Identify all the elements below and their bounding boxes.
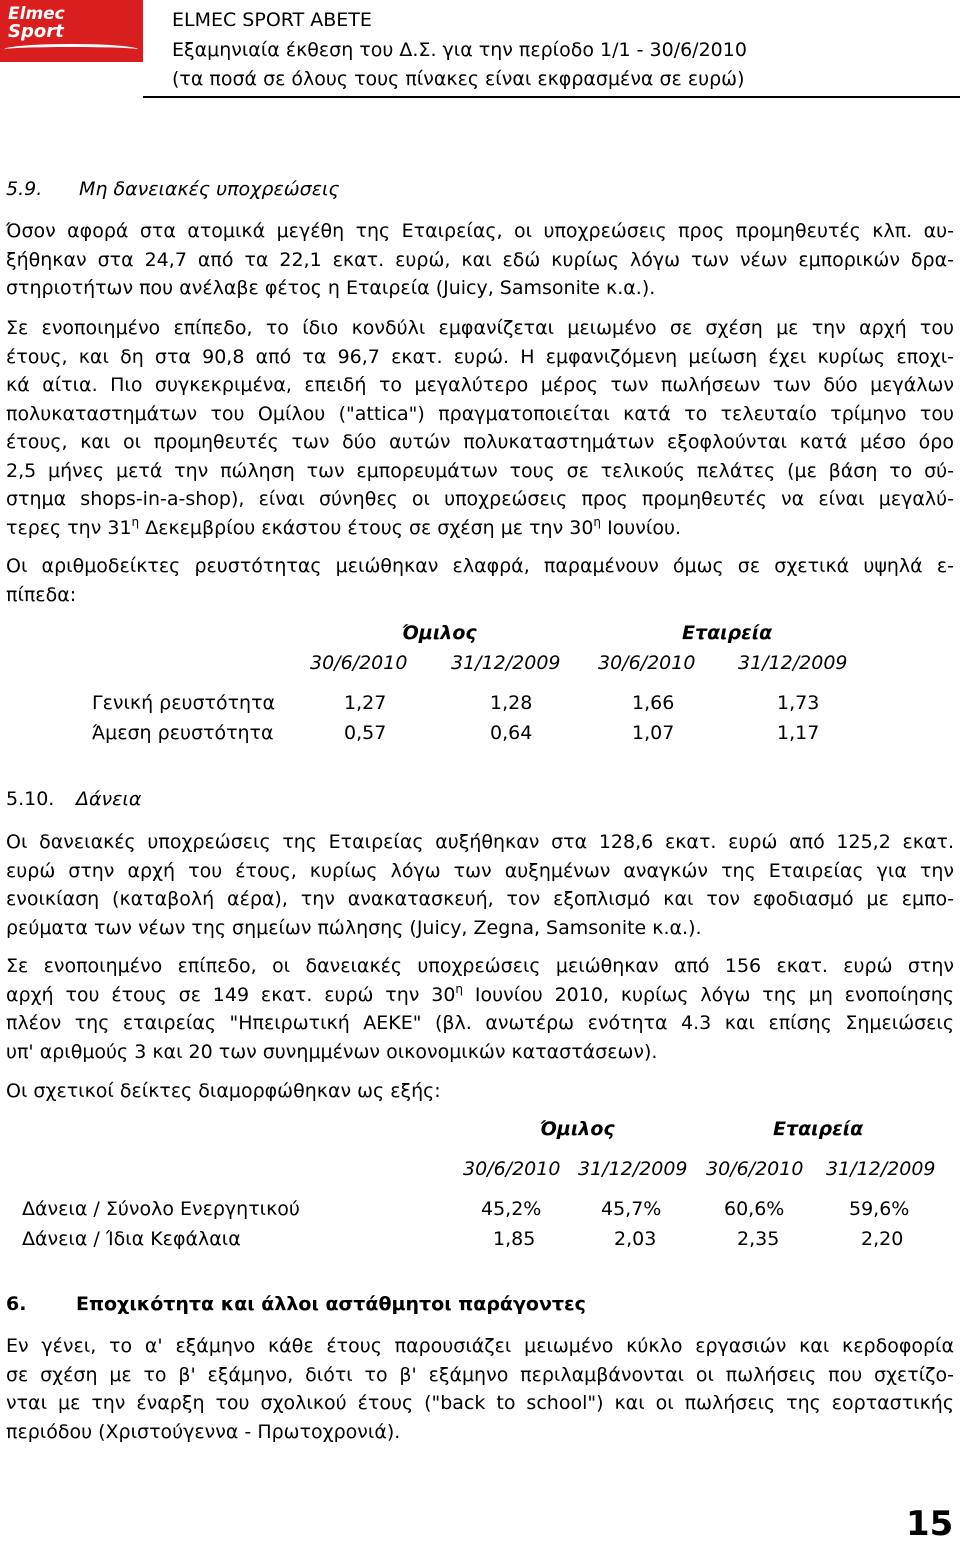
liquidity-company-header: Εταιρεία [682, 622, 773, 644]
text-line: νται με την έναρξη του σχολικού έτους ("back to school") και οι πωλήσεις της εορταστικής [6, 1392, 954, 1414]
text-line [6, 981, 954, 1010]
table-cell: 2,35 [737, 1228, 780, 1250]
liquidity-date-header: 31/12/2009 [738, 652, 848, 674]
logo-line1: Elmec [8, 4, 65, 24]
sec59-paragraph-1 [6, 217, 954, 303]
text-line: 2,5 μήνες μετά την πώληση των εμπορευμάτων τους σε τελικούς πελάτες (με βάση το σύ- [6, 459, 954, 482]
header-rule [143, 96, 960, 98]
sec6-number: 6. [6, 1293, 27, 1315]
table-cell: 1,07 [632, 722, 675, 744]
table-cell: 0,64 [490, 722, 533, 744]
sec510-paragraph-3 [6, 1077, 954, 1106]
table-cell: 60,6% [724, 1198, 785, 1220]
table-row-label: Δάνεια / Σύνολο Ενεργητικού [22, 1198, 300, 1220]
text-line: έτους, και δη στα 90,8 από τα 96,7 εκατ. ευρώ. Η εμφανιζόμενη μείωση έχει κυρίως εποχι- [6, 345, 954, 368]
table-cell: 1,85 [493, 1228, 536, 1250]
text-line: πολυκαταστημάτων του Ομίλου ("attica") πραγματοποιείται κατά το τελευταίο τρίμηνο του [6, 402, 954, 425]
text-fragment: αρχή του έτους σε 149 εκατ. ευρώ την 30 [6, 983, 456, 1006]
text-fragment: Ιουνίου. [601, 516, 681, 539]
sec59-number: 5.9. [6, 178, 43, 200]
text-line: Οι αριθμοδείκτες ρευστότητας μειώθηκαν ελαφρά, παραμένουν όμως σε σχετικά υψηλά ε- [6, 555, 954, 577]
table-cell: 1,28 [490, 692, 533, 714]
text-line: υπ' αριθμούς 3 και 20 των συνημμένων οικονομικών καταστάσεων). [6, 1040, 658, 1063]
table-cell: 1,17 [777, 722, 820, 744]
superscript: η [455, 981, 464, 996]
text-line: σε σχέση με το β' εξάμηνο, διότι το β' εξάμηνο περιλαμβάνονται οι πωλήσεις που σχετίζο- [6, 1363, 954, 1386]
liquidity-date-header: 31/12/2009 [451, 652, 561, 674]
loans-company-header: Εταιρεία [773, 1118, 864, 1140]
sec510-paragraph-1 [6, 828, 954, 942]
sec6-title: Εποχικότητα και άλλοι αστάθμητοι παράγοντες [76, 1293, 586, 1315]
sec59-paragraph-3 [6, 552, 954, 609]
liquidity-date-header: 30/6/2010 [310, 652, 408, 674]
table-cell: 0,57 [344, 722, 387, 744]
text-line: Σε ενοποιημένο επίπεδο, το ίδιο κονδύλι εμφανίζεται μειωμένο σε σχέση με την αρχή του [6, 317, 954, 339]
sec510-number: 5.10. [6, 788, 55, 810]
liquidity-group-header: Όμιλος [402, 622, 477, 644]
header-company: ELMEC SPORT ABETE [172, 9, 372, 31]
text-line: πίπεδα: [6, 583, 77, 606]
loans-date-header: 31/12/2009 [826, 1158, 936, 1180]
table-cell: 2,03 [614, 1228, 657, 1250]
header-note: (τα ποσά σε όλους τους πίνακες είναι εκφρασμένα σε ευρώ) [172, 68, 745, 90]
text-line: ευρώ στην αρχή του έτους, κυρίως λόγω των αυξημένων αναγκών της Εταιρείας για την [6, 859, 954, 882]
loans-date-header: 30/6/2010 [706, 1158, 804, 1180]
text-line: στηριοτήτων που ανέλαβε φέτος η Εταιρεία (Juicy, Samsonite κ.α.). [6, 277, 656, 299]
text-line: Οι σχετικοί δείκτες διαμορφώθηκαν ως εξής: [6, 1080, 441, 1102]
table-cell: 45,7% [601, 1198, 662, 1220]
table-cell: 45,2% [481, 1198, 542, 1220]
logo-line2: Sport [8, 21, 64, 42]
text-line: πλέον της εταιρείας "Ηπειρωτική ΑΕΚΕ" (βλ. ανωτέρω ενότητα 4.3 και επίσης Σημειώσεις [6, 1012, 954, 1034]
text-fragment: Δεκεμβρίου εκάστου έτους σε σχέση με την 30 [139, 516, 594, 539]
text-line: ρεύματα των νέων της σημείων πώλησης (Juicy, Zegna, Samsonite κ.α.). [6, 916, 702, 939]
sec59-paragraph-2 [6, 314, 954, 542]
text-fragment: τερες την 31 [6, 516, 132, 539]
table-cell: 1,27 [344, 692, 387, 714]
sec6-paragraph-1 [6, 1332, 954, 1446]
sec510-paragraph-2 [6, 952, 954, 1066]
text-line: ξήθηκαν στα 24,7 από τα 22,1 εκατ. ευρώ, και εδώ κυρίως λόγω των νέων εμπορικών δρα- [6, 248, 954, 271]
table-cell: 1,73 [777, 692, 820, 714]
text-line: Σε ενοποιημένο επίπεδο, οι δανειακές υποχρεώσεις μειώθηκαν από 156 εκατ. ευρώ στην [6, 955, 954, 977]
company-logo [0, 0, 143, 62]
text-line [6, 514, 954, 543]
table-row-label: Άμεση ρευστότητα [92, 722, 274, 744]
sec510-title: Δάνεια [76, 788, 142, 810]
text-line: Εν γένει, το α' εξάμηνο κάθε έτους παρουσιάζει μειωμένο κύκλο εργασιών και κερδοφορία [6, 1335, 954, 1357]
text-line: Οι δανειακές υποχρεώσεις της Εταιρείας αυξήθηκαν στα 128,6 εκατ. ευρώ από 125,2 εκατ. [6, 831, 954, 853]
table-cell: 2,20 [861, 1228, 904, 1250]
text-line: έτους, και οι προμηθευτές των δύο αυτών πολυκαταστημάτων εξοφλούνται κατά μέσο όρο [6, 431, 954, 453]
text-fragment: Ιουνίου 2010, κυρίως λόγω της μη ενοποίησης [463, 983, 954, 1006]
liquidity-date-header: 30/6/2010 [598, 652, 696, 674]
loans-group-header: Όμιλος [540, 1118, 615, 1140]
superscript: η [593, 514, 602, 529]
loans-date-header: 30/6/2010 [463, 1158, 561, 1180]
table-cell: 59,6% [849, 1198, 910, 1220]
text-line: περιόδου (Χριστούγεννα - Πρωτοχρονιά). [6, 1420, 401, 1443]
loans-date-header: 31/12/2009 [578, 1158, 688, 1180]
text-line: Όσον αφορά στα ατομικά μεγέθη της Εταιρείας, οι υποχρεώσεις προς προμηθευτές κλπ. αυ- [6, 220, 954, 242]
superscript: η [131, 514, 140, 529]
table-row-label: Γενική ρευστότητα [92, 692, 276, 714]
text-line: ενοικίαση (καταβολή αέρα), την ανακατασκευή, τον εξοπλισμό και τον εφοδιασμό με εμπο- [6, 888, 954, 910]
logo-swoosh-icon [4, 44, 138, 55]
text-line: στημα shops-in-a-shop), είναι σύνηθες οι υποχρεώσεις προς προμηθευτές να είναι μεγαλύ- [6, 488, 954, 510]
header-report: Εξαμηνιαία έκθεση του Δ.Σ. για την περίοδο 1/1 - 30/6/2010 [172, 39, 747, 61]
table-row-label: Δάνεια / Ίδια Κεφάλαια [22, 1228, 241, 1250]
sec59-title: Μη δανειακές υποχρεώσεις [79, 178, 340, 200]
page-number: 15 [906, 1504, 954, 1544]
text-line: κά αίτια. Πιο συγκεκριμένα, επειδή το μεγαλύτερο μέρος των πωλήσεων των δύο μεγάλων [6, 374, 954, 396]
table-cell: 1,66 [632, 692, 675, 714]
